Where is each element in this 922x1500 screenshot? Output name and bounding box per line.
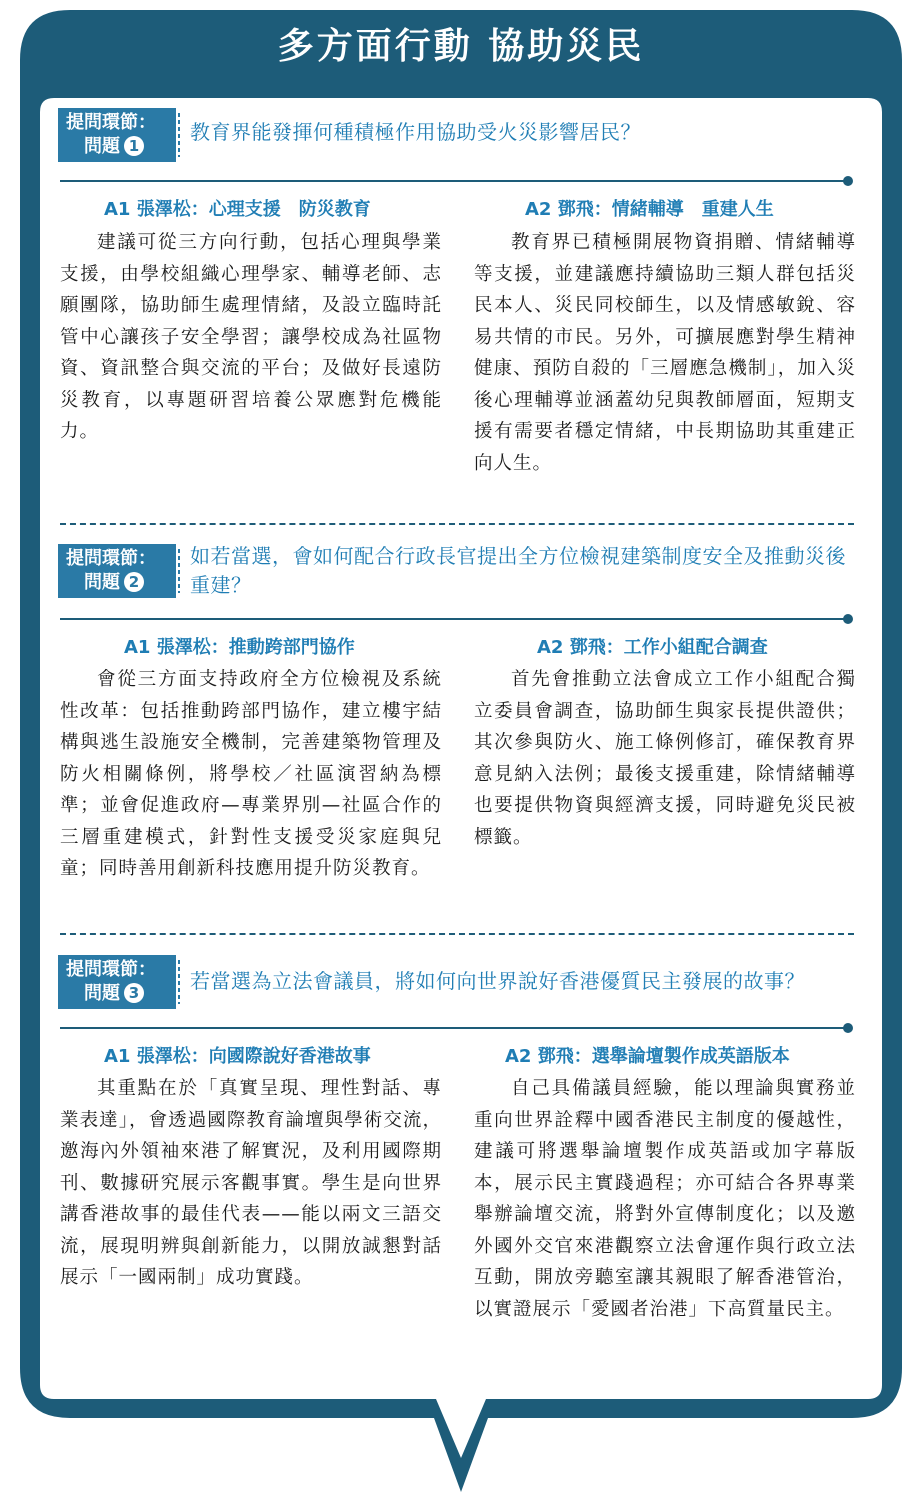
question-text-1: 教育界能發揮何種積極作用協助受火災影響居民？ bbox=[190, 120, 641, 144]
answer-body-a2: 自己具備議員經驗，能以理論與實務並重向世界詮釋中國香港民主制度的優越性，建議可將選舉論壇製作成英語或加字幕版本，展示民主實踐過程；亦可結合各界專業舉辦論壇交流，將對外宣傳制度化；以及邀外國外交官來港觀察立法會運作與行政立法互動，開放旁聽室讓其親眼了解香港管治，以實證展示「愛國者治港」下高質量民主。 bbox=[474, 1078, 856, 1320]
section-divider bbox=[60, 180, 847, 182]
answer-body-a1: 建議可從三方向行動，包括心理與學業支援，由學校組織心理學家、輔導老師、志願團隊，協助師生處理情緒，及設立臨時託管中心讓孩子安全學習；讓學校成為社區物資、資訊整合與交流的平台；及做好長遠防災教育，以專題研習培養公眾應對危機能力。 bbox=[60, 232, 442, 442]
answer-heading-a1: A1 張澤松：推動跨部門協作 bbox=[124, 637, 355, 658]
question-number-badge: 1 bbox=[124, 136, 144, 156]
section-divider bbox=[60, 1027, 847, 1029]
question-number-badge: 2 bbox=[124, 572, 144, 592]
question-label-line2: 問題 bbox=[84, 572, 120, 593]
question-separator bbox=[178, 113, 180, 157]
answer-heading-a1: A1 張澤松：向國際說好香港故事 bbox=[104, 1046, 371, 1067]
page-title: 多方面行動 協助災民 bbox=[277, 26, 645, 67]
answer-heading-a2: A2 鄧飛：工作小組配合調查 bbox=[537, 637, 768, 658]
question-number-badge: 3 bbox=[124, 983, 144, 1003]
dashed-separator bbox=[60, 933, 854, 935]
question-separator bbox=[178, 960, 180, 1004]
answer-body-a2: 首先會推動立法會成立工作小組配合獨立委員會調查，協助師生與家長提供證供；其次參與防火、施工條例修訂，確保教育界意見納入法例；最後支援重建，除情緒輔導也要提供物資與經濟支援，同時避免災民被標籤。 bbox=[474, 669, 856, 848]
divider-end-dot bbox=[843, 1023, 853, 1033]
answer-heading-a1: A1 張澤松：心理支援 防災教育 bbox=[104, 199, 371, 220]
section-divider bbox=[60, 618, 847, 620]
question-label-3 bbox=[58, 955, 176, 1009]
answer-body-a1: 會從三方面支持政府全方位檢視及系統性改革：包括推動跨部門協作，建立樓宇結構與逃生設施安全機制，完善建築物管理及防火相關條例，將學校／社區演習納為標準；並會促進政府—專業界別—社區合作的三層重建模式，針對性支援受災家庭與兒童；同時善用創新科技應用提升防災教育。 bbox=[60, 669, 442, 879]
divider-end-dot bbox=[843, 614, 853, 624]
question-label-line2: 問題 bbox=[84, 983, 120, 1004]
question-text-3: 若當選為立法會議員，將如何向世界說好香港優質民主發展的故事？ bbox=[190, 969, 805, 993]
answer-body-a1: 其重點在於「真實呈現、理性對話、專業表達」，會透過國際教育論壇與學術交流，邀海內外領袖來港了解實況，及利用國際期刊、數據研究展示客觀事實。學生是向世界講香港故事的最佳代表——能以兩文三語交流，展現明辨與創新能力，以開放誠懇對話展示「一國兩制」成功實踐。 bbox=[60, 1078, 442, 1288]
answer-heading-a2: A2 鄧飛：選舉論壇製作成英語版本 bbox=[505, 1046, 790, 1067]
question-label-line1: 提問環節： bbox=[66, 112, 156, 133]
question-label-2 bbox=[58, 544, 176, 598]
divider-end-dot bbox=[843, 176, 853, 186]
dashed-separator bbox=[60, 523, 854, 525]
question-label-line1: 提問環節： bbox=[66, 548, 156, 569]
question-label-line2: 問題 bbox=[84, 136, 120, 157]
question-text-2: 如若當選，會如何配合行政長官提出全方位檢視建築制度安全及推動災後重建？ bbox=[190, 544, 846, 597]
question-label-1 bbox=[58, 108, 176, 162]
answer-heading-a2: A2 鄧飛：情緒輔導 重建人生 bbox=[525, 199, 774, 220]
answer-body-a2: 教育界已積極開展物資捐贈、情緒輔導等支援，並建議應持續協助三類人群包括災民本人、災民同校師生，以及情感敏銳、容易共情的市民。另外，可擴展應對學生精神健康、預防自殺的「三層應急機制」，加入災後心理輔導並涵蓋幼兒與教師層面，短期支援有需要者穩定情緒，中長期協助其重建正向人生。 bbox=[474, 232, 856, 474]
question-label-line1: 提問環節： bbox=[66, 959, 156, 980]
question-separator bbox=[178, 549, 180, 593]
